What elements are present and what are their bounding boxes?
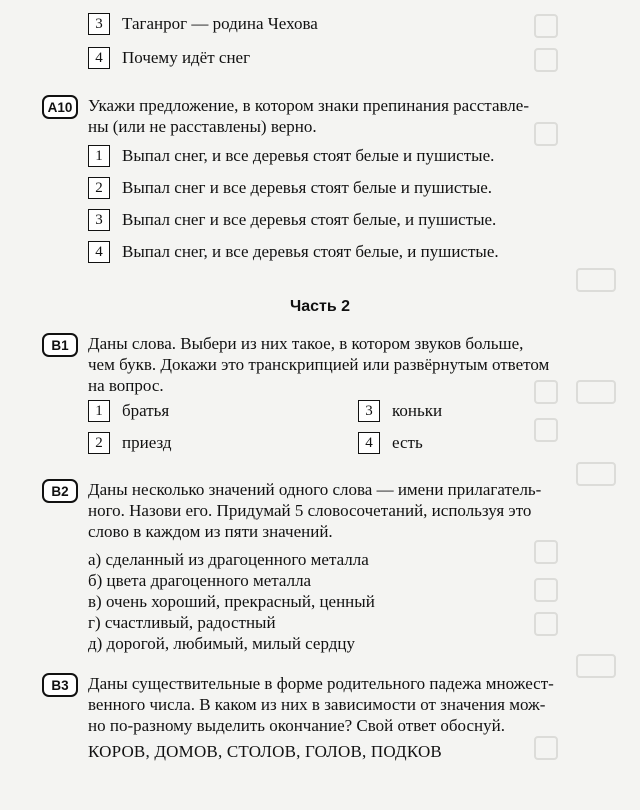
meaning-item: д) дорогой, любимый, милый сердцу	[88, 634, 355, 653]
bleed-through-box	[534, 14, 558, 38]
word-list: КОРОВ, ДОМОВ, СТОЛОВ, ГОЛОВ, ПОДКОВ	[88, 742, 442, 761]
question-text-b1	[88, 333, 549, 396]
question-label-b2: B2	[42, 479, 78, 503]
question-label-b1: B1	[42, 333, 78, 357]
option-text: Выпал снег, и все деревья стоят белые, и пушистые.	[122, 242, 499, 261]
meaning-item: г) счастливый, радостный	[88, 613, 276, 632]
bleed-through-box	[534, 418, 558, 442]
option-number-box: 1	[88, 400, 110, 422]
meaning-item: в) очень хороший, прекрасный, ценный	[88, 592, 375, 611]
option-text: Выпал снег, и все деревья стоят белые и пушистые.	[122, 146, 495, 165]
option-number-box: 4	[88, 47, 110, 69]
option-number-box: 3	[358, 400, 380, 422]
bleed-through-box	[576, 654, 616, 678]
bleed-through-box	[534, 122, 558, 146]
question-text-b2	[88, 479, 541, 542]
option-text: Выпал снег и все деревья стоят белые, и пушистые.	[122, 210, 497, 229]
bleed-through-box	[534, 612, 558, 636]
bleed-through-box	[534, 578, 558, 602]
bleed-through-box	[576, 380, 616, 404]
question-label-b3: B3	[42, 673, 78, 697]
question-line: Укажи предложение, в котором знаки препинания расставле-	[88, 96, 529, 115]
option-number-box: 4	[358, 432, 380, 454]
option-number-box: 2	[88, 432, 110, 454]
option-text: приезд	[122, 433, 172, 452]
answer-option[interactable]	[358, 432, 423, 454]
option-number-box: 3	[88, 209, 110, 231]
option-text: Выпал снег и все деревья стоят белые и пушистые.	[122, 178, 493, 197]
answer-option[interactable]	[88, 209, 496, 231]
bleed-through-box	[534, 540, 558, 564]
question-line: Даны несколько значений одного слова — имени прилагатель-	[88, 480, 542, 499]
question-text-a10	[88, 95, 529, 137]
option-text: братья	[122, 401, 170, 420]
question-label-a10: A10	[42, 95, 78, 119]
option-number-box: 1	[88, 145, 110, 167]
question-line: но по-разному выделить окончание? Свой ответ обоснуй.	[88, 716, 505, 735]
question-line: на вопрос.	[88, 376, 164, 395]
answer-option[interactable]	[88, 177, 492, 199]
bleed-through-box	[534, 48, 558, 72]
answer-option[interactable]	[88, 145, 494, 167]
question-text-b3	[88, 673, 554, 736]
section-title: Часть 2	[289, 298, 351, 315]
bleed-through-box	[576, 268, 616, 292]
meaning-item: б) цвета драгоценного металла	[88, 571, 312, 590]
answer-option[interactable]	[358, 400, 442, 422]
meaning-item: а) сделанный из драгоценного металла	[88, 550, 369, 569]
question-line: Даны существительные в форме родительного падежа множест-	[88, 674, 554, 693]
question-line: слово в каждом из пяти значений.	[88, 522, 333, 541]
option-text: Почему идёт снег	[122, 48, 251, 67]
question-line: ны (или не расставлены) верно.	[88, 117, 317, 136]
answer-option[interactable]	[88, 400, 169, 422]
option-text: коньки	[392, 401, 443, 420]
option-text: Таганрог — родина Чехова	[122, 14, 318, 33]
bleed-through-box	[576, 462, 616, 486]
question-line: ного. Назови его. Придумай 5 словосочетаний, используя это	[88, 501, 532, 520]
option-number-box: 2	[88, 177, 110, 199]
question-line: чем букв. Докажи это транскрипцией или развёрнутым ответом	[88, 355, 550, 374]
answer-option[interactable]	[88, 432, 172, 454]
bleed-through-box	[534, 736, 558, 760]
question-line: венного числа. В каком из них в зависимости от значения мож-	[88, 695, 546, 714]
option-number-box: 4	[88, 241, 110, 263]
question-line: Даны слова. Выбери из них такое, в котором звуков больше,	[88, 334, 524, 353]
option-text: есть	[392, 433, 423, 452]
option-number-box: 3	[88, 13, 110, 35]
answer-option[interactable]	[88, 13, 318, 35]
answer-option[interactable]	[88, 47, 250, 69]
answer-option[interactable]	[88, 241, 499, 263]
